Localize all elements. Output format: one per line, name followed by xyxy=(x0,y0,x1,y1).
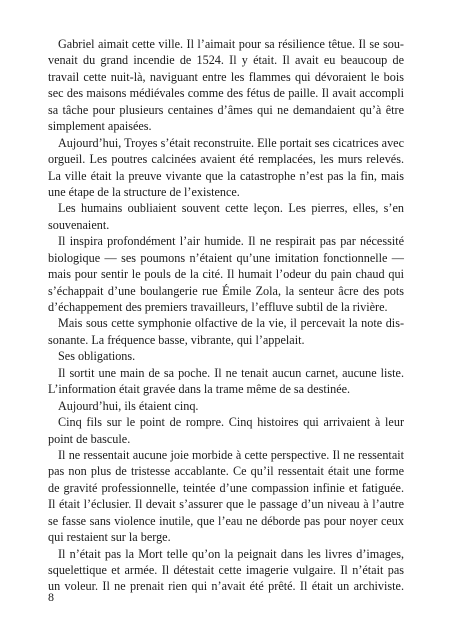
text-line: sa tâche pour plusieurs centaines d’âmes qui ne demandaient qu’à être xyxy=(48,102,404,117)
text-line: Il n’était pas la Mort telle qu’on la peignait dans les livres d’images, xyxy=(58,546,404,561)
text-line: se fasse sans violence inutile, que l’eau ne déborde pas pour noyer ceux xyxy=(48,513,404,528)
text-line: point de bascule. xyxy=(48,431,131,446)
text-line: s’échappait d’une boulangerie rue Émile Zola, la senteur âcre des pots xyxy=(48,283,404,298)
text-line: mais pour sentir le pouls de la cité. Il humait l’odeur du pain chaud qui xyxy=(48,267,404,282)
text-line: sonante. La fréquence basse, vibrante, qui l’appelait. xyxy=(48,332,305,347)
text-line: un voleur. Il ne prenait rien qui n’avait été prêté. Il était un archiviste. xyxy=(48,579,404,594)
text-line: Il était l’éclusier. Il devait s’assurer que le passage d’un niveau à l’autre xyxy=(48,497,404,512)
text-line: Il ne ressentait aucune joie morbide à cette perspective. Il ne ressentait xyxy=(58,447,404,462)
text-line: simplement apaisées. xyxy=(48,119,152,134)
text-line: L’information était gravée dans la trame même de sa destinée. xyxy=(48,382,351,397)
text-line: qui restaient sur la berge. xyxy=(48,530,171,545)
text-line: Aujourd’hui, ils étaient cinq. xyxy=(58,398,199,413)
text-line: Il sortit une main de sa poche. Il ne tenait aucun carnet, aucune liste. xyxy=(58,365,404,380)
text-line: de gravité professionnelle, teintée d’une compassion infinie et fatiguée. xyxy=(48,480,404,495)
text-line: La ville était la preuve vivante que la catastrophe n’est pas la fin, mais xyxy=(48,168,404,183)
text-line: Les humains oubliaient souvent cette leçon. Les pierres, elles, s’en xyxy=(58,201,404,216)
text-line: Gabriel aimait cette ville. Il l’aimait pour sa résilience têtue. Il se sou- xyxy=(58,37,404,51)
text-line: venait du grand incendie de 1524. Il y était. Il avait eu beaucoup de xyxy=(48,53,404,68)
text-line: Il inspira profondément l’air humide. Il ne respirait pas par nécessité xyxy=(58,234,404,249)
text-line: souvenaient. xyxy=(48,217,110,232)
text-line: travail cette nuit-là, naviguant entre les flammes qui dévoraient le bois xyxy=(48,69,404,84)
text-line: Aujourd’hui, Troyes s’était reconstruite. Elle portait ses cicatrices avec xyxy=(58,135,404,150)
text-line: une étape de la structure de l’existence. xyxy=(48,184,240,199)
text-line: pas non plus de tristesse accablante. Ce qu’il ressentait était une forme xyxy=(48,464,404,479)
text-line: squelettique et armée. Il détestait cette imagerie vulgaire. Il n’était pas xyxy=(48,563,404,577)
text-line: orgueil. Les poutres calcinées avaient été remplacées, les murs relevés. xyxy=(48,152,404,167)
text-line: Mais sous cette symphonie olfactive de la vie, il percevait la note dis- xyxy=(58,316,404,331)
text-line: biologique — ses poumons n’étaient qu’une imitation fonctionnelle — xyxy=(48,250,404,265)
body-text xyxy=(48,36,404,595)
text-line: Cinq fils sur le point de rompre. Cinq histoires qui arrivaient à leur xyxy=(58,415,404,430)
text-line: d’échappement des premiers travailleurs, l’effluve subtil de la rivière. xyxy=(48,300,388,314)
page-number: 8 xyxy=(48,590,54,604)
text-line: Ses obligations. xyxy=(58,349,136,364)
text-line: sec des maisons médiévales comme des fétus de paille. Il avait accompli xyxy=(48,86,404,101)
